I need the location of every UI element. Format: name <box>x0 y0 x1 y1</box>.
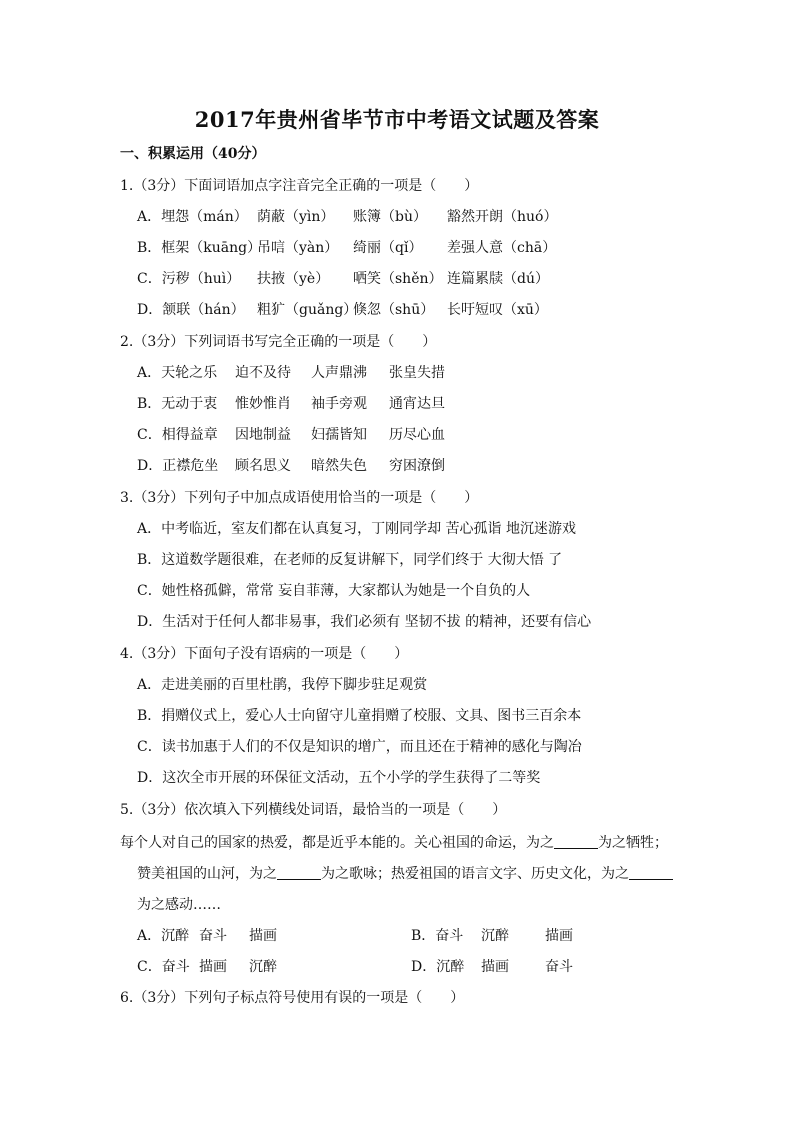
option-cell: D．正襟危坐 <box>137 458 219 474</box>
question-1-stem: 1.（3分）下面词语加点字注音完全正确的一项是（ ） <box>120 178 479 194</box>
option-cell: 绮丽（qǐ） <box>353 240 423 256</box>
question-3-option-a: A．中考临近，室友们都在认真复习，丁刚同学却 苦心孤诣 地沉迷游戏 <box>137 521 577 537</box>
question-5-options-row-2 <box>137 958 573 976</box>
question-3-option-c: C．她性格孤僻，常常 妄自菲薄，大家都认为她是一个自负的人 <box>137 583 531 599</box>
question-5-option-c <box>137 958 411 976</box>
question-5-passage-line-2 <box>137 865 673 883</box>
option-cell: C．奋斗 <box>137 959 190 975</box>
question-4-option-b: B．捐赠仪式上，爱心人士向留守儿童捐赠了校服、文具、图书三百余本 <box>137 708 582 724</box>
option-cell: 差强人意（chā） <box>447 240 557 256</box>
document-title: 2017年贵州省毕节市中考语文试题及答案 <box>194 107 600 132</box>
option-cell: 扶掖（yè） <box>257 271 330 287</box>
option-cell: 顾名思义 <box>235 458 291 474</box>
option-cell: D．颔联（hán） <box>137 302 245 318</box>
question-6-stem: 6.（3分）下列句子标点符号使用有误的一项是（ ） <box>120 990 465 1006</box>
option-cell: B．奋斗 <box>411 928 464 944</box>
question-5-options-row-1 <box>137 927 573 945</box>
option-cell: D．沉醉 <box>411 959 465 975</box>
question-4-option-d: D．这次全市开展的环保征文活动，五个小学的学生获得了二等奖 <box>137 770 541 786</box>
fill-blank <box>277 865 321 880</box>
option-cell: 历尽心血 <box>389 427 445 443</box>
question-5-option-a <box>137 927 411 945</box>
question-1-option-c <box>137 270 549 288</box>
option-cell: 描画 <box>545 928 573 944</box>
passage-text: 赞美祖国的山河，为之 <box>137 866 277 882</box>
option-cell: C．污秽（huì） <box>137 271 241 287</box>
option-cell: 穷困潦倒 <box>389 458 445 474</box>
option-cell: B．无动于衷 <box>137 396 218 412</box>
question-1-option-d <box>137 301 548 319</box>
option-cell: 豁然开朗（huó） <box>447 209 558 225</box>
passage-text: 每个人对自己的国家的热爱，都是近乎本能的。关心祖国的命运，为之 <box>120 835 554 851</box>
option-cell: 通宵达旦 <box>389 396 445 412</box>
question-2-option-c <box>137 426 445 444</box>
option-cell: 人声鼎沸 <box>311 365 367 381</box>
question-5-option-b <box>411 927 573 945</box>
option-cell: 妇孺皆知 <box>311 427 367 443</box>
option-cell: C．相得益章 <box>137 427 218 443</box>
option-cell: 粗犷（guǎng） <box>257 302 358 318</box>
option-cell: 袖手旁观 <box>311 396 367 412</box>
option-cell: A．沉醉 <box>137 928 190 944</box>
question-3-option-b: B．这道数学题很难，在老师的反复讲解下，同学们终于 大彻大悟 了 <box>137 552 563 568</box>
option-cell: 奋斗 <box>545 959 573 975</box>
question-3-option-d: D．生活对于任何人都非易事，我们必须有 坚韧不拔 的精神，还要有信心 <box>137 614 592 630</box>
question-1-option-a <box>137 208 557 226</box>
option-cell: 账簿（bù） <box>353 209 427 225</box>
option-cell: 连篇累牍（dú） <box>447 271 549 287</box>
passage-text: 为之歌咏；热爱祖国的语言文字、历史文化，为之 <box>321 866 629 882</box>
question-2-option-b <box>137 395 445 413</box>
question-4-stem: 4.（3分）下面句子没有语病的一项是（ ） <box>120 646 409 662</box>
option-cell: 荫蔽（yìn） <box>257 209 335 225</box>
option-cell: 描画 <box>249 928 277 944</box>
option-cell: A．埋怨（mán） <box>137 209 248 225</box>
option-cell: 沉醉 <box>481 928 509 944</box>
section-heading: 一、积累运用（40分） <box>120 146 266 162</box>
option-cell: 哂笑（shěn） <box>353 271 443 287</box>
option-cell: 倏忽（shū） <box>353 302 435 318</box>
question-5-stem: 5.（3分）依次填入下列横线处词语，最恰当的一项是（ ） <box>120 802 507 818</box>
option-cell: 长吁短叹（xū） <box>447 302 548 318</box>
question-3-stem: 3.（3分）下列句子中加点成语使用恰当的一项是（ ） <box>120 490 479 506</box>
fill-blank <box>629 865 673 880</box>
option-cell: 暗然失色 <box>311 458 367 474</box>
passage-text: 为之牺牲； <box>598 835 668 851</box>
question-2-option-a <box>137 364 445 382</box>
option-cell: 惟妙惟肖 <box>235 396 291 412</box>
option-cell: 因地制益 <box>235 427 291 443</box>
question-5-option-d <box>411 958 573 976</box>
option-cell: B．框架（kuāng） <box>137 240 262 256</box>
option-cell: 吊唁（yàn） <box>257 240 339 256</box>
question-4-option-c: C．读书加惠于人们的不仅是知识的增广，而且还在于精神的感化与陶冶 <box>137 739 582 755</box>
option-cell: A．天轮之乐 <box>137 365 218 381</box>
question-5-passage-line-1 <box>120 834 668 852</box>
option-cell: 迫不及待 <box>235 365 291 381</box>
fill-blank <box>554 834 598 849</box>
question-4-option-a: A．走进美丽的百里杜鹃，我停下脚步驻足观赏 <box>137 677 428 693</box>
option-cell: 张皇失措 <box>389 365 445 381</box>
option-cell: 沉醉 <box>249 959 277 975</box>
question-2-stem: 2.（3分）下列词语书写完全正确的一项是（ ） <box>120 334 437 350</box>
option-cell: 描画 <box>199 959 227 975</box>
question-1-option-b <box>137 239 556 257</box>
question-5-passage-line-3: 为之感动…… <box>137 897 221 913</box>
option-cell: 描画 <box>481 959 509 975</box>
option-cell: 奋斗 <box>199 928 227 944</box>
question-2-option-d <box>137 457 445 475</box>
